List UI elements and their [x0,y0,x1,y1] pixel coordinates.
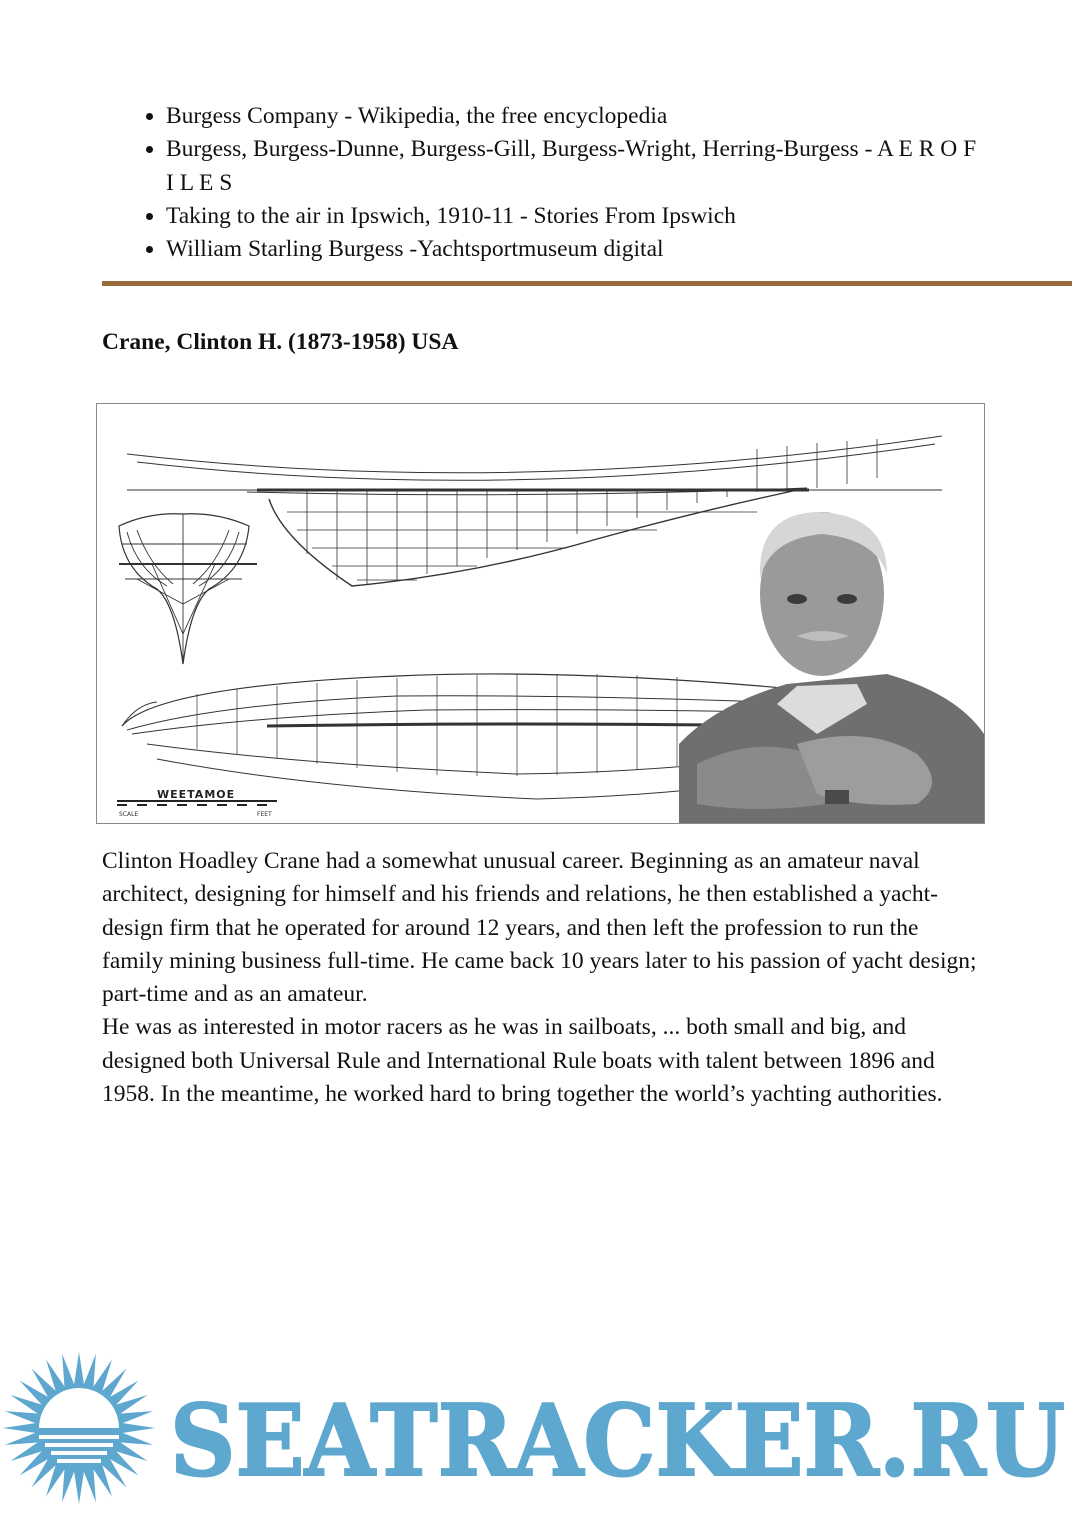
section-divider [102,281,1072,286]
link-item[interactable] [166,133,982,200]
link-text[interactable]: Burgess Company - Wikipedia, the free encyclopedia [166,103,668,129]
link-item[interactable] [166,100,982,133]
section-title: Crane, Clinton H. (1873-1958) USA [102,329,459,355]
scale-left-label: SCALE [119,811,139,818]
boat-name-label: WEETAMOE [157,788,236,801]
hull-body-plan-drawing [119,514,257,664]
portrait-photo [679,512,984,823]
sea-wave-line [57,1459,101,1463]
sea-wave-line [39,1435,119,1439]
link-item[interactable] [166,233,982,266]
link-text[interactable]: Burgess, Burgess-Dunne, Burgess-Gill, Burgess-Wright, Herring-Burgess - A E R O F I L E S [166,136,977,196]
paragraph: He was as interested in motor racers as he was in sailboats, ... both small and big, and designed both Universal Rule and International Rule boats with talent between 1896 and 1958. In the meantime, he worked hard to bring together the world’s yachting authorities. [102,1014,943,1108]
link-item[interactable] [166,200,982,233]
link-text[interactable]: Taking to the air in Ipswich, 1910-11 - Stories From Ipswich [166,202,736,229]
sea-wave-line [51,1451,107,1455]
scale-right-label: FEET [257,811,272,818]
logo-wordmark: SEATRACKER.RU [170,1384,1065,1499]
paragraph: Clinton Hoadley Crane had a somewhat unusual career. Beginning as an amateur naval architect, designing for himself and his friends and relations, he then established a yacht-design firm that he operated for around 12 years, and then left the profession to run the family mining business full-time. He came back 10 years later to his passion of yacht design; part-time and as an amateur. [102,848,977,1008]
biography-text [102,845,982,1111]
sunburst-icon [3,1352,155,1504]
seatracker-logo [0,1352,1080,1515]
yacht-lines-and-portrait-image [96,403,985,824]
scale-bar [117,801,277,805]
reference-links [102,100,982,266]
sea-wave-line [45,1443,113,1447]
link-text[interactable]: William Starling Burgess -Yachtsportmuseum digital [166,236,664,263]
